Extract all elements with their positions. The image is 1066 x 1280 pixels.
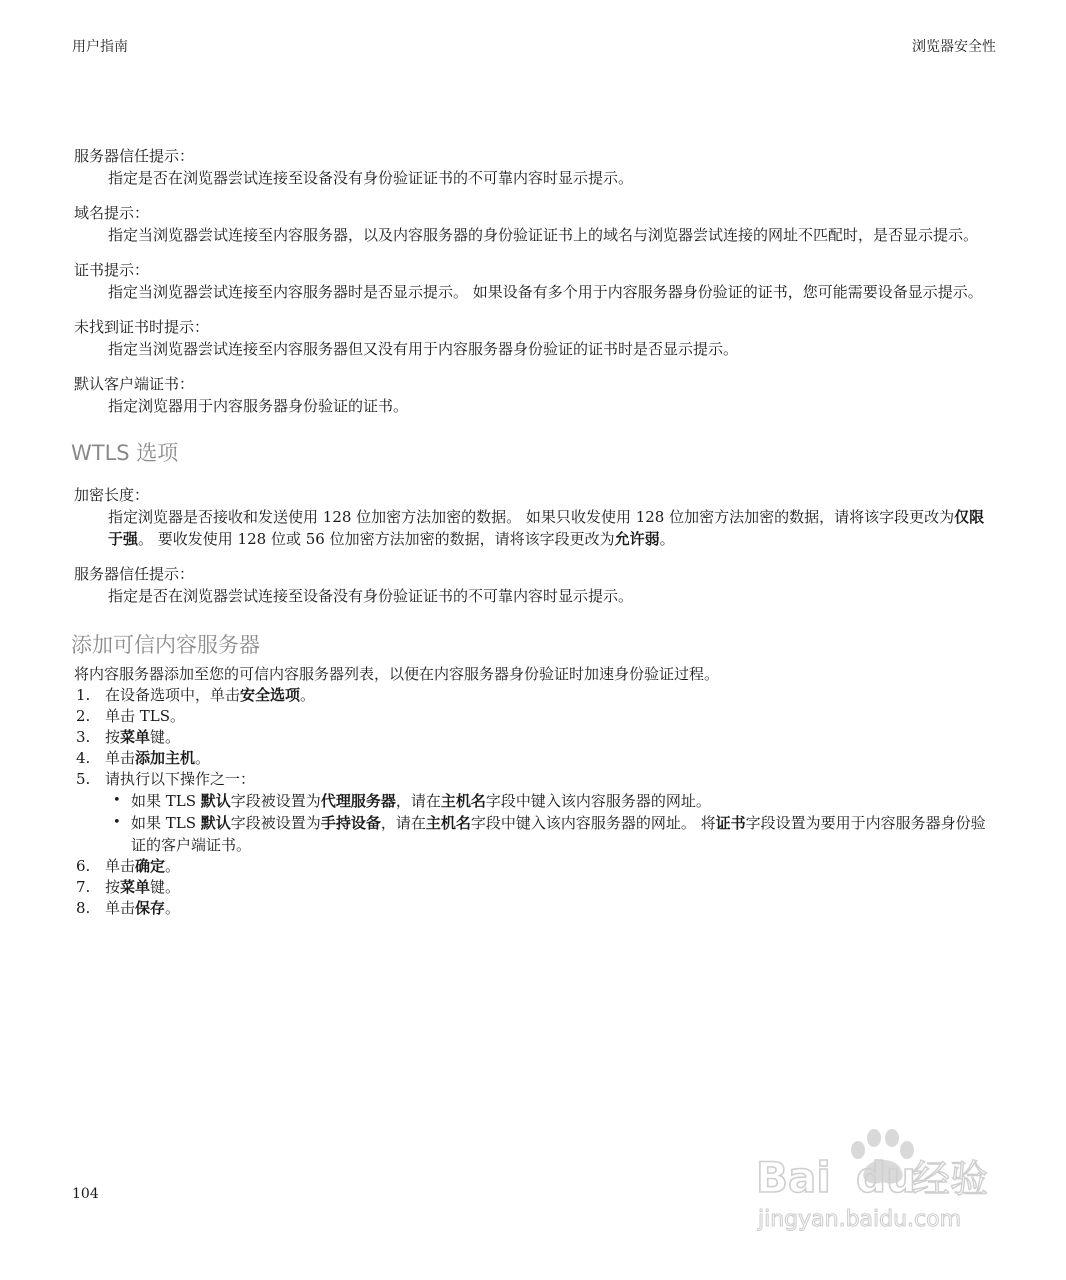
watermark-brand: Bai: [756, 1153, 831, 1202]
entry-definition: 指定浏览器用于内容服务器身份验证的证书。: [108, 397, 409, 415]
ui-term: 保存: [135, 899, 166, 917]
running-header-right: 浏览器安全性: [912, 39, 996, 55]
step-number: 8.: [76, 899, 91, 917]
section-title-add-server: 添加可信内容服务器: [71, 633, 260, 657]
step-number: 6.: [76, 857, 91, 875]
step-number: 7.: [76, 878, 91, 896]
entry-term: 服务器信任提示：: [74, 565, 195, 583]
baidu-watermark: [752, 1116, 1002, 1236]
entry-definition: 指定是否在浏览器尝试连接至设备没有身份验证证书的不可靠内容时显示提示。: [108, 587, 634, 605]
section-intro: 将内容服务器添加至您的可信内容服务器列表，以便在内容服务器身份验证时加速身份验证过程。: [74, 665, 720, 683]
entry-definition: 指定当浏览器尝试连接至内容服务器时是否显示提示。 如果设备有多个用于内容服务器身份验证的证书，您可能需要设备显示提示。: [108, 283, 983, 301]
definition-entry: [74, 260, 999, 303]
entry-definition: 指定当浏览器尝试连接至内容服务器，以及内容服务器的身份验证证书上的域名与浏览器尝试连接的网址不匹配时，是否显示提示。: [108, 226, 979, 244]
ui-term: 安全选项: [240, 686, 301, 704]
step-number: 2.: [76, 707, 91, 725]
ui-term: 允许弱: [614, 530, 660, 548]
page-number: 104: [72, 1186, 99, 1202]
step-item: 2. 单击 TLS。: [76, 707, 186, 725]
step-item: 4. 单击添加主机。: [76, 749, 211, 767]
definition-entry: [74, 317, 999, 360]
definition-entry: [74, 564, 999, 607]
entry-term: 域名提示：: [74, 204, 150, 222]
entry-definition: 指定浏览器是否接收和发送使用 128 位加密方法加密的数据。 如果只收发使用 128 位加密方法加密的数据，请将该字段更改为仅限于强。 要收发使用 128 位或 56 位加密方法加密的数据，请将该字段更改为允许弱。: [108, 508, 985, 548]
entry-term: 证书提示：: [74, 261, 150, 279]
main-content: [71, 146, 999, 919]
sub-option-item: • 如果 TLS 默认字段被设置为代理服务器，请在主机名字段中键入该内容服务器的网址。: [113, 792, 711, 810]
entry-term: 默认客户端证书：: [74, 375, 195, 393]
entry-definition: 指定当浏览器尝试连接至内容服务器但又没有用于内容服务器身份验证的证书时是否显示提示。: [108, 340, 739, 358]
step-item: 3. 按菜单键。: [76, 728, 181, 746]
watermark-cn: 经验: [912, 1157, 989, 1201]
sub-option-list: [105, 790, 999, 856]
bullet-icon: •: [113, 793, 121, 808]
step-item: 7. 按菜单键。: [76, 878, 181, 896]
step-number: 3.: [76, 728, 91, 746]
step-item: 6. 单击确定。: [76, 857, 181, 875]
ui-term: 确定: [135, 857, 166, 875]
watermark-brand-du: du: [856, 1153, 916, 1202]
watermark-url: jingyan.baidu.com: [758, 1207, 962, 1232]
running-header-left: 用户指南: [72, 39, 128, 55]
sub-option-item: • 如果 TLS 默认字段被设置为手持设备，请在主机名字段中键入该内容服务器的网址。 将证书字段设置为要用于内容服务器身份验证的客户端证书。: [113, 814, 986, 854]
step-number: 4.: [76, 749, 91, 767]
entry-term: 未找到证书时提示：: [74, 318, 210, 336]
ui-term: 添加主机: [135, 749, 196, 767]
entry-term: 服务器信任提示：: [74, 147, 195, 165]
step-number: 1.: [76, 686, 91, 704]
definition-entry: [74, 146, 999, 189]
step-number: 5.: [76, 770, 91, 788]
ui-term: 仅限于强: [108, 508, 985, 548]
step-item: 8. 单击保存。: [76, 899, 181, 917]
step-list: [74, 685, 999, 919]
bullet-icon: •: [113, 815, 121, 830]
section-title-wtls: WTLS 选项: [71, 441, 179, 465]
step-item: 5. 请执行以下操作之一： • 如果 TLS 默认字段被设置为代理服务器，请在主机名字段中键入该内容服务器的网址。 • 如果 TLS 默认字段被设置为手持设备，请在主机名字段中键入该内容服务器的网址。 将证书字段设置为要用于内容服务器身份验证的客户端证书。: [74, 769, 999, 856]
entry-definition: 指定是否在浏览器尝试连接至设备没有身份验证证书的不可靠内容时显示提示。: [108, 169, 634, 187]
definition-entry: [74, 203, 999, 246]
definition-entry: [74, 485, 999, 550]
entry-term: 加密长度：: [74, 486, 150, 504]
ui-term: 菜单: [120, 878, 151, 896]
definition-entry: [74, 374, 999, 417]
ui-term: 菜单: [120, 728, 151, 746]
step-item: 1. 在设备选项中，单击安全选项。: [76, 686, 316, 704]
